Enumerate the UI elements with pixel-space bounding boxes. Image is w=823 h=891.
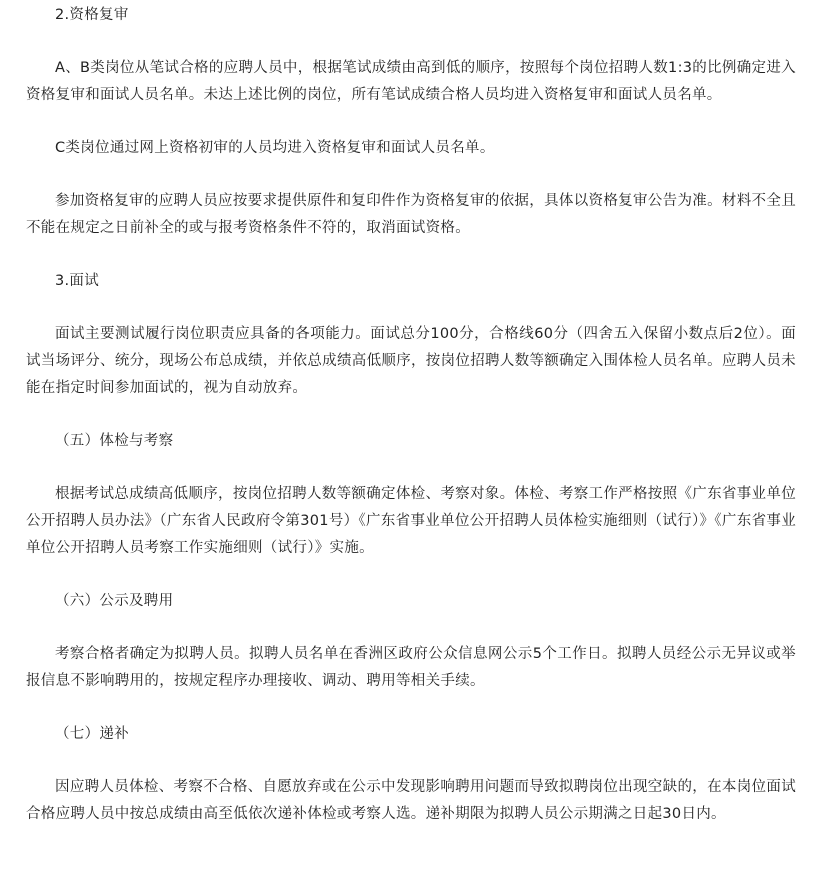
- paragraph-medical-check: 根据考试总成绩高低顺序，按岗位招聘人数等额确定体检、考察对象。体检、考察工作严格按照《广东省事业单位公开招聘人员办法》（广东省人民政府令第301号）《广东省事业单位公开招聘人员体检实施细则（试行）》《广东省事业单位公开招聘人员考察工作实施细则（试行）》实施。: [26, 486, 796, 556]
- paragraph-interview-rules: 面试主要测试履行岗位职责应具备的各项能力。面试总分100分，合格线60分（四舍五入保留小数点后2位）。面试当场评分、统分，现场公布总成绩，并依总成绩高低顺序，按岗位招聘人数等额确定入围体检人员名单。应聘人员未能在指定时间参加面试的，视为自动放弃。: [26, 326, 796, 396]
- section-heading-publicity: （六）公示及聘用: [55, 593, 174, 609]
- section-heading-medical-check: （五）体检与考察: [55, 433, 174, 449]
- section-heading-interview: 3.面试: [55, 273, 100, 289]
- document-body: [26, 0, 796, 828]
- paragraph-replacement: 因应聘人员体检、考察不合格、自愿放弃或在公示中发现影响聘用问题而导致拟聘岗位出现空缺的，在本岗位面试合格应聘人员中按总成绩由高至低依次递补体检或考察人选。递补期限为拟聘人员公示期满之日起30日内。: [26, 779, 796, 822]
- section-heading-qualification-review: 2.资格复审: [55, 7, 129, 23]
- paragraph-review-materials: 参加资格复审的应聘人员应按要求提供原件和复印件作为资格复审的依据，具体以资格复审公告为准。材料不全且不能在规定之日前补全的或与报考资格条件不符的，取消面试资格。: [26, 193, 796, 236]
- paragraph-ab-qualification: A、B类岗位从笔试合格的应聘人员中，根据笔试成绩由高到低的顺序，按照每个岗位招聘人数1:3的比例确定进入资格复审和面试人员名单。未达上述比例的岗位，所有笔试成绩合格人员均进入资格复审和面试人员名单。: [26, 60, 796, 103]
- section-heading-replacement: （七）递补: [55, 726, 129, 742]
- paragraph-publicity: 考察合格者确定为拟聘人员。拟聘人员名单在香洲区政府公众信息网公示5个工作日。拟聘人员经公示无异议或举报信息不影响聘用的，按规定程序办理接收、调动、聘用等相关手续。: [26, 646, 796, 689]
- paragraph-c-qualification: C类岗位通过网上资格初审的人员均进入资格复审和面试人员名单。: [55, 140, 495, 156]
